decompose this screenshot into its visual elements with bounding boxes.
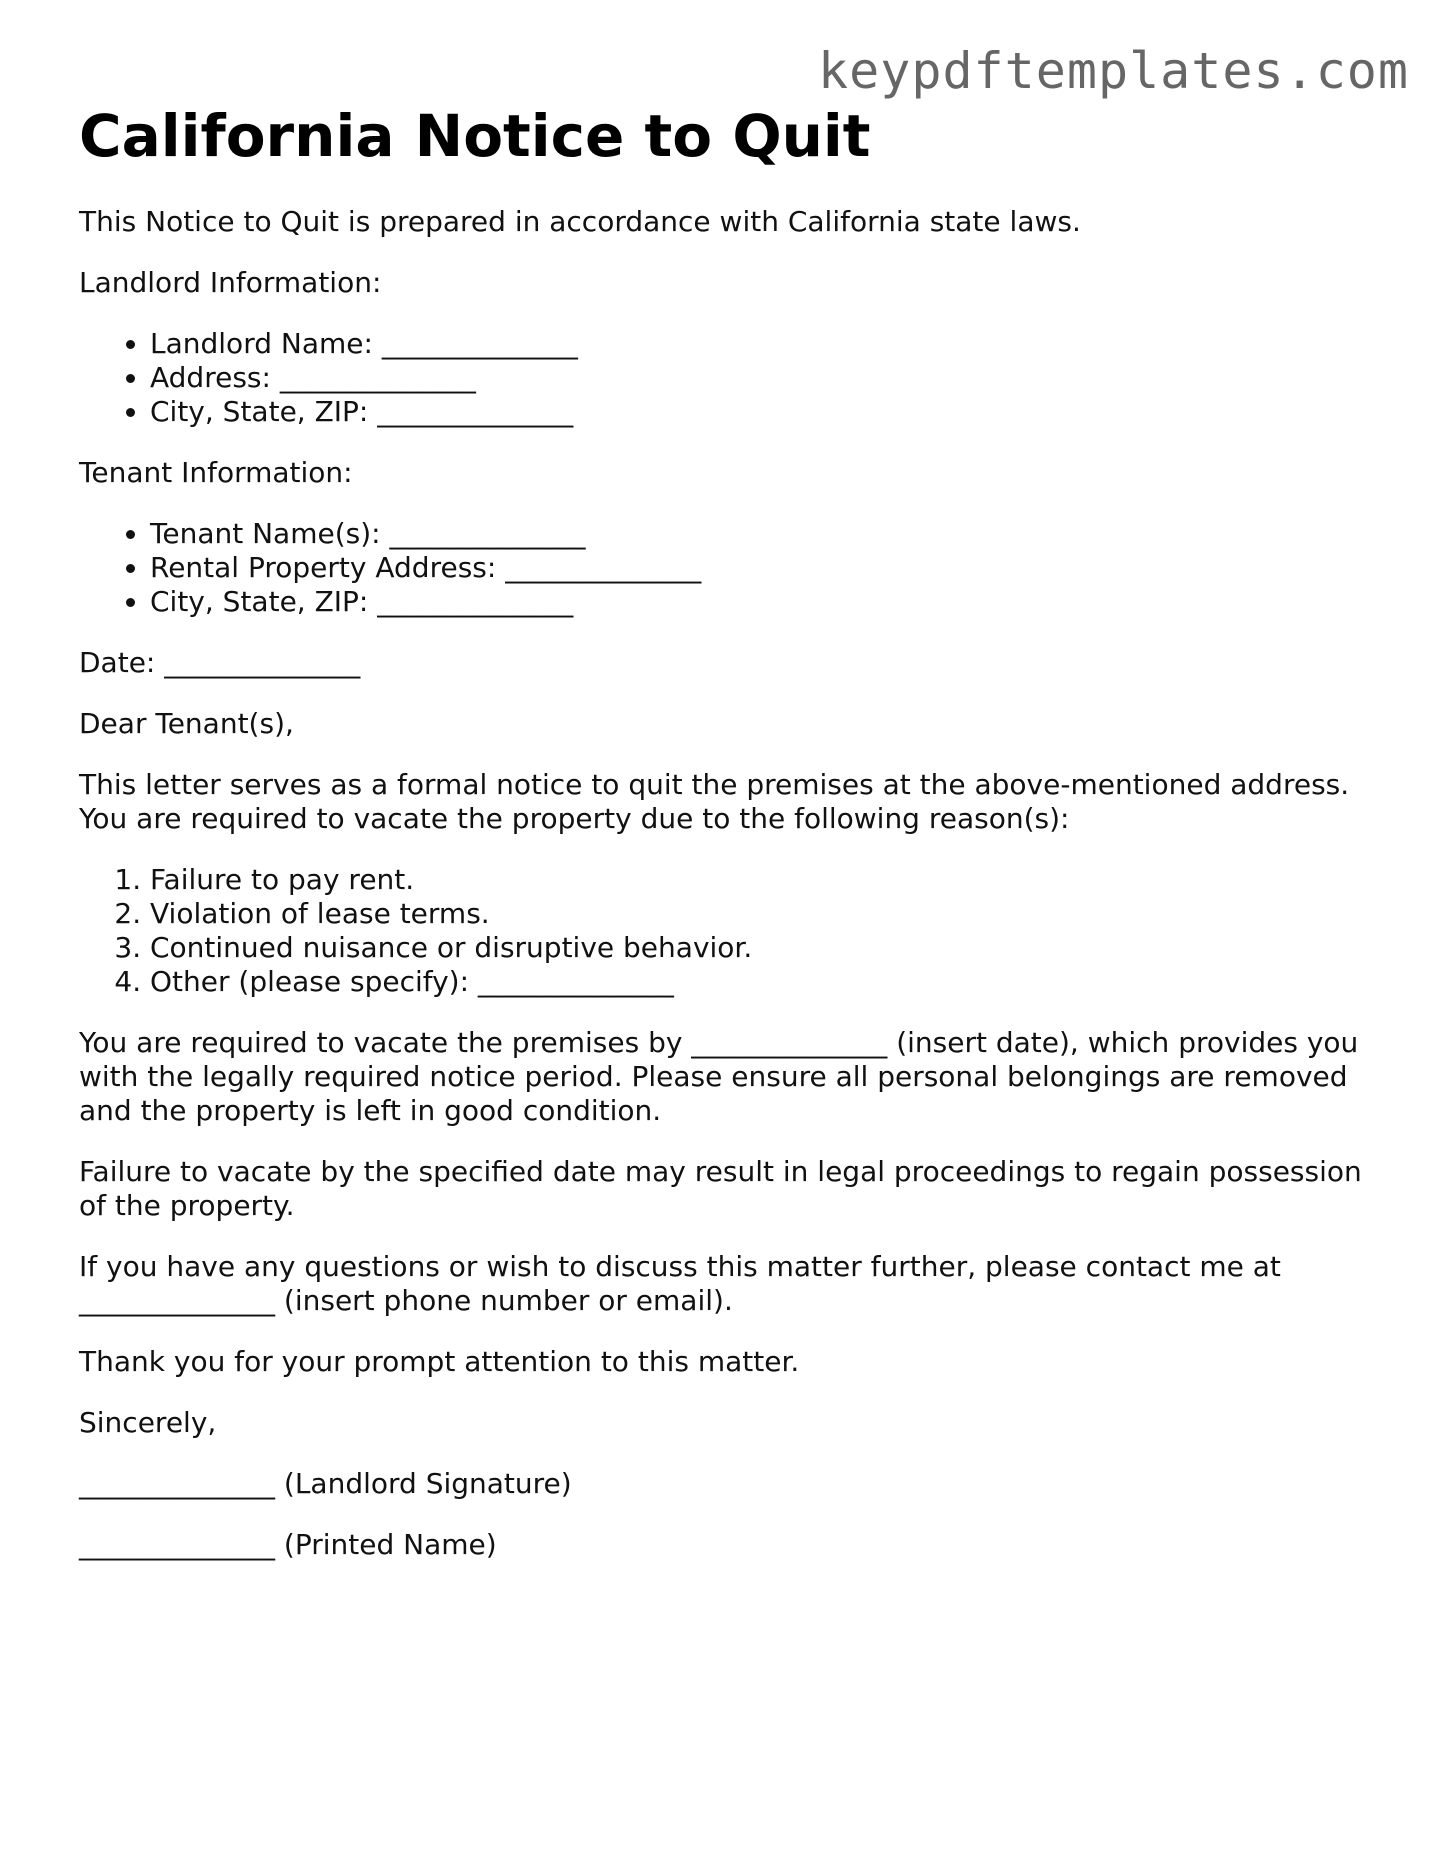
landlord-info-heading: Landlord Information: — [79, 266, 382, 299]
tenant-names-field: • Tenant Name(s): ______________ — [150, 517, 1379, 551]
tenant-city-state-zip-field: • City, State, ZIP: ______________ — [150, 585, 1379, 619]
tenant-info-list — [79, 517, 1379, 619]
date-field: Date: ______________ — [79, 646, 361, 679]
landlord-address-field: • Address: ______________ — [150, 361, 1379, 395]
notice-paragraph: This letter serves as a formal notice to quit the premises at the above-mentioned address. You are required to vacate the property due to the following reason(s): — [79, 768, 1350, 835]
thanks-paragraph: Thank you for your prompt attention to this matter. — [79, 1345, 800, 1378]
landlord-city-state-zip-field: • City, State, ZIP: ______________ — [150, 395, 1379, 429]
vacate-paragraph: You are required to vacate the premises by ______________ (insert date), which provides you with the legally required notice period. Please ensure all personal belongings are removed and the property is left in good condition. — [79, 1026, 1359, 1127]
watermark: keypdftemplates.com — [818, 42, 1409, 100]
contact-paragraph: If you have any questions or wish to discuss this matter further, please contact me at ______________ (insert phone number or email). — [79, 1250, 1281, 1317]
rental-property-address-field: • Rental Property Address: ______________ — [150, 551, 1379, 585]
reason-item: 3. Continued nuisance or disruptive behavior. — [150, 931, 1379, 965]
landlord-info-list — [79, 327, 1379, 429]
salutation: Dear Tenant(s), — [79, 707, 294, 740]
tenant-info-heading: Tenant Information: — [79, 456, 353, 489]
landlord-signature-line: ______________ (Landlord Signature) — [79, 1467, 572, 1500]
intro-paragraph: This Notice to Quit is prepared in accordance with California state laws. — [79, 205, 1081, 238]
reason-item: 1. Failure to pay rent. — [150, 863, 1379, 897]
landlord-name-field: • Landlord Name: ______________ — [150, 327, 1379, 361]
printed-name-line: ______________ (Printed Name) — [79, 1528, 497, 1561]
failure-paragraph: Failure to vacate by the specified date may result in legal proceedings to regain possession of the property. — [79, 1155, 1362, 1222]
document-title: California Notice to Quit — [79, 102, 871, 170]
reasons-list — [79, 863, 1379, 999]
document-page — [79, 104, 1379, 1562]
reason-item-other: 4. Other (please specify): ______________ — [150, 965, 1379, 999]
closing: Sincerely, — [79, 1406, 217, 1439]
reason-item: 2. Violation of lease terms. — [150, 897, 1379, 931]
